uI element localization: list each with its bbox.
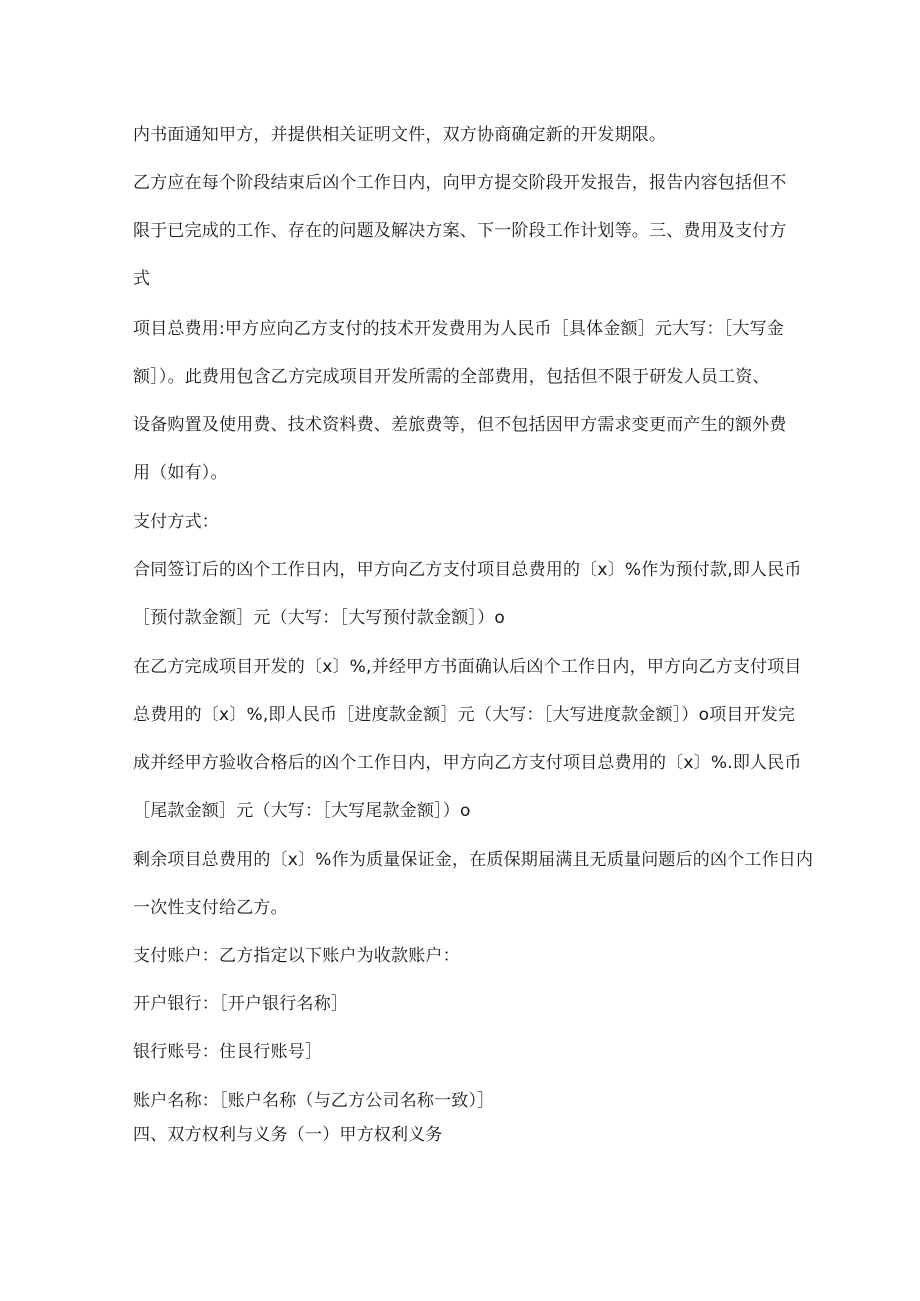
paragraph-line-6: 额］）。此费用包含乙方完成项目开发所需的全部费用，包括但不限于研发人员工资、 [133,367,770,387]
paragraph-line-3: 限于已完成的工作、存在的问题及解决方案、下一阶段工作计划等。三、费用及支付方 [133,221,787,241]
paragraph-line-10: 合同签订后的凶个工作日内，甲方向乙方支付项目总费用的〔x〕%作为预付款,即人民币 [133,560,802,580]
paragraph-line-11: ［预付款金额］元（大写：［大写预付款金额］）o [133,608,505,628]
section-heading-rights-obligations: 四、双方权利与义务（一）甲方权利义务 [133,1125,443,1145]
paragraph-line-17: 一次性支付给乙方。 [133,898,288,918]
paragraph-line-4: 式 [133,269,151,289]
paragraph-line-13: 总费用的〔x〕%,即人民币［进度款金额］元（大写：［大写进度款金额］）o项目开发完 [133,705,796,725]
paragraph-line-7: 设备购置及使用费、技术资料费、差旅费等，但不包括因甲方需求变更而产生的额外费 [133,415,787,435]
section-heading-payment-method: 支付方式： [133,512,219,532]
payment-account-heading: 支付账户：乙方指定以下账户为收款账户： [133,946,460,966]
paragraph-line-12: 在乙方完成项目开发的〔x〕%,并经甲方书面确认后凶个工作日内，甲方向乙方支付项目 [133,657,802,677]
bank-account-line: 银行账号：住艮行账号］ [133,1042,323,1062]
paragraph-line-5: 项目总费用:甲方应向乙方支付的技术开发费用为人民币［具体金额］元大写：［大写金 [133,319,785,339]
account-name-line: 账户名称：［账户名称（与乙方公司名称一致）］ [133,1091,495,1111]
bank-name-line: 开户银行：［开户银行名称］ [133,994,349,1014]
paragraph-line-8: 用（如有）。 [133,463,228,483]
paragraph-line-2: 乙方应在每个阶段结束后凶个工作日内，向甲方提交阶段开发报告，报告内容包括但不 [133,173,787,193]
paragraph-line-1: 内书面通知甲方，并提供相关证明文件，双方协商确定新的开发期限。 [133,125,667,145]
paragraph-line-16: 剩余项目总费用的〔x〕%作为质量保证金，在质保期届满且无质量问题后的凶个工作日内 [133,850,814,870]
paragraph-line-14: 成并经甲方验收合格后的凶个工作日内，甲方向乙方支付项目总费用的〔x〕%.即人民币 [133,753,802,773]
paragraph-line-15: ［尾款金额］元（大写：［大写尾款金额］）o [133,801,471,821]
